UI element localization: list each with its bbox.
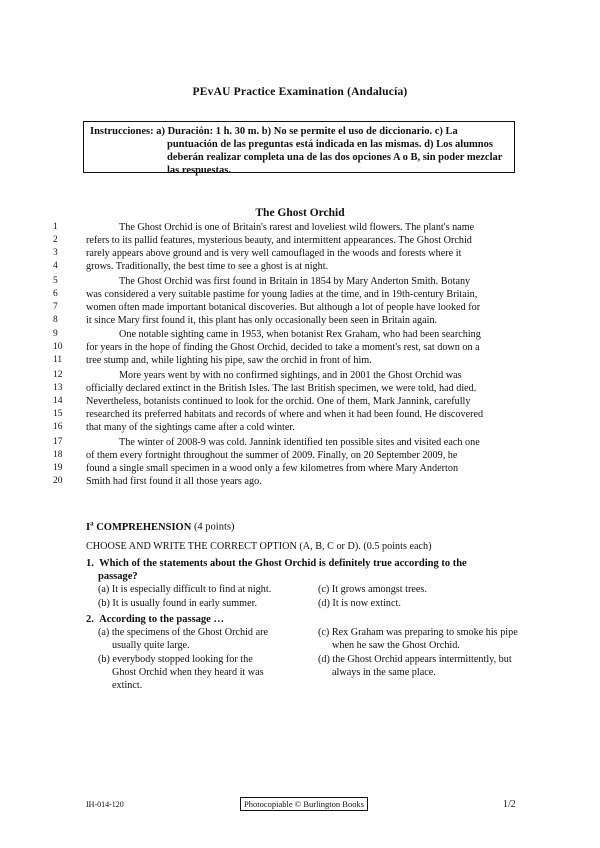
option-d: (d) the Ghost Orchid appears intermittently, but [318,654,512,665]
story-line: refers to its pallid features, mysterious beauty, and intermittent appearances. The Ghost Orchid [86,235,472,246]
story-line: it since Mary first found it, this plant has only occasionally been seen in Britain again. [86,315,438,326]
option-b: (b) It is usually found in early summer. [98,598,258,609]
question-1: 1. Which of the statements about the Ghost Orchid is definitely true according to the [86,558,467,569]
line-number: 3 [53,248,58,258]
line-number: 16 [53,422,63,432]
option-c-cont: when he saw the Ghost Orchid. [332,640,460,651]
story-line: The winter of 2008-9 was cold. Jannink identified ten possible sites and visited each one [119,437,480,448]
story-line: for years in the hope of finding the Ghost Orchid, decided to take a moment's rest, sat down on a [86,342,480,353]
section-instruction: CHOOSE AND WRITE THE CORRECT OPTION (A, B, C or D). (0.5 points each) [86,541,432,552]
instructions-line: deberán realizar completa una de las dos opciones A o B, sin poder mezclar [167,152,503,163]
line-number: 8 [53,315,58,325]
line-number: 7 [53,302,58,312]
story-line: was considered a very suitable pastime for young ladies at the time, and in 19th-century Britain, [86,289,478,300]
line-number: 13 [53,383,63,393]
story-line: women often made important botanical discoveries. But although a lot of people have looked for [86,302,481,313]
question-1-cont: passage? [98,571,138,582]
line-number: 11 [53,355,63,365]
instructions-line: las respuestas. [167,165,231,176]
option-b-cont: Ghost Orchid when they heard it was [112,667,264,678]
option-a-cont: usually quite large. [112,640,190,651]
line-number: 19 [53,463,63,473]
footer-copyright: Photocopiable © Burlington Books [240,797,368,811]
line-number: 18 [53,450,63,460]
line-number: 12 [53,370,63,380]
page-number: 1/2 [503,799,516,810]
line-number: 4 [53,261,58,271]
story-line: researched its preferred habitats and records of where and when it had been found. He discovered [86,409,484,420]
option-c: (c) It grows amongst trees. [318,584,427,595]
option-a: (a) It is especially difficult to find at night. [98,584,272,595]
section-heading: $I^a$ COMPREHENSION (4 points) [86,519,235,533]
story-line: found a single small specimen in a wood only a few kilometres from where Mary Anderton [86,463,459,474]
line-number: 20 [53,476,63,486]
story-line: grows. Traditionally, the best time to see a ghost is at night. [86,261,329,272]
story-title: The Ghost Orchid [255,207,345,219]
line-number: 2 [53,235,58,245]
story-line: officially declared extinct in the British Isles. The last British specimen, we were told, had died. [86,383,477,394]
option-c: (c) Rex Graham was preparing to smoke his pipe [318,627,518,638]
story-line: Smith had first found it all those years ago. [86,476,262,487]
story-line: More years went by with no confirmed sightings, and in 2001 the Ghost Orchid was [119,370,462,381]
line-number: 14 [53,396,63,406]
option-d-cont: always in the same place. [332,667,436,678]
story-line: rarely appears above ground and is very well camouflaged in the woods and forests where it [86,248,462,259]
story-line: of them every fortnight throughout the summer of 2009. Finally, on 20 September 2009, he [86,450,458,461]
instructions-box [83,121,515,176]
footer-code: IH-014-120 [86,800,124,809]
instructions-line: puntuación de las preguntas está indicada en las mismas. d) Los alumnos [167,139,493,150]
line-number: 1 [53,222,58,232]
story-line: Nevertheless, botanists continued to look for the orchid. One of them, Mark Jannink, carefully [86,396,471,407]
story-line: tree stump and, while lighting his pipe, saw the orchid in front of him. [86,355,372,366]
story-line: that many of the sightings came after a cold winter. [86,422,295,433]
story-line: The Ghost Orchid was first found in Britain in 1854 by Mary Anderton Smith. Botany [119,276,471,287]
line-number: 15 [53,409,63,419]
page-title: PEvAU Practice Examination (Andalucía) [192,86,408,98]
story-line: The Ghost Orchid is one of Britain's rarest and loveliest wild flowers. The plant's name [119,222,475,233]
story-line: One notable sighting came in 1953, when botanist Rex Graham, who had been searching [119,329,481,340]
option-a: (a) the specimens of the Ghost Orchid are [98,627,269,638]
option-d: (d) It is now extinct. [318,598,401,609]
question-2: 2. According to the passage … [86,614,224,625]
line-number: 6 [53,289,58,299]
line-number: 17 [53,437,63,447]
option-b: (b) everybody stopped looking for the [98,654,253,665]
instructions-line: Instrucciones: a) Duración: 1 h. 30 m. b) No se permite el uso de diccionario. c) La [90,126,458,137]
line-number: 9 [53,329,58,339]
option-b-cont: extinct. [112,680,143,691]
line-number: 5 [53,276,58,286]
line-number: 10 [53,342,63,352]
